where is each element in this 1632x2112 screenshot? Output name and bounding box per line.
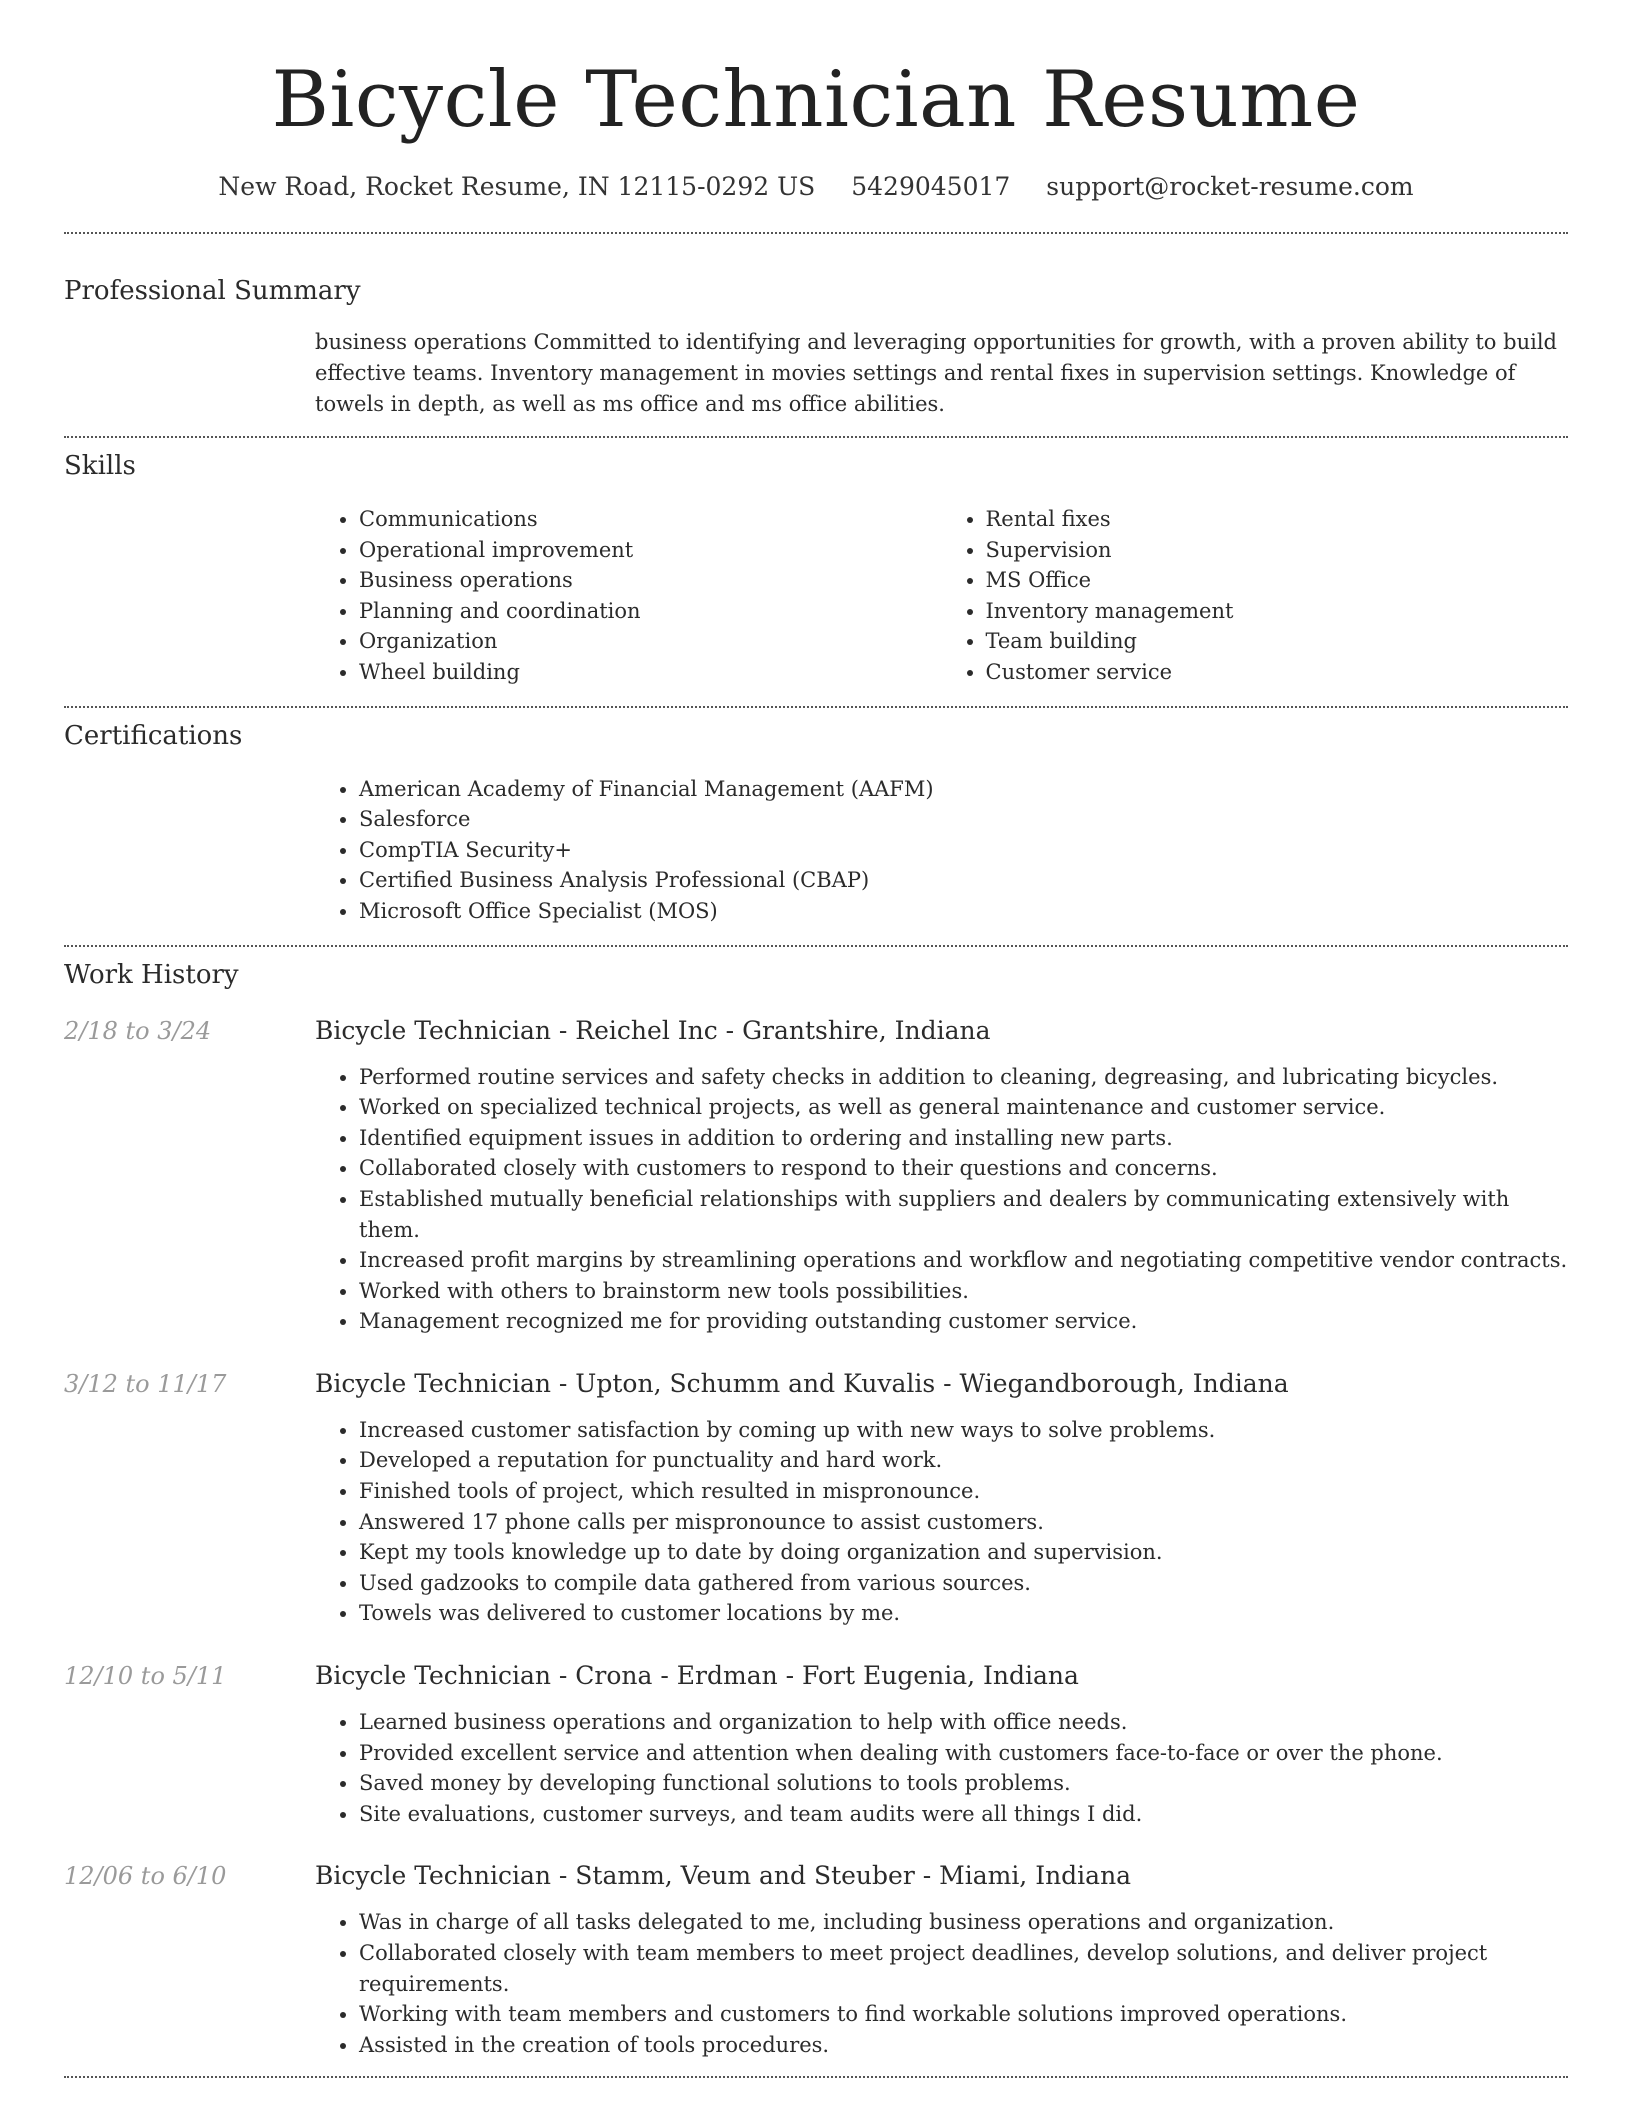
- skills-grid: [315, 504, 1568, 688]
- job-header: [64, 1014, 1568, 1048]
- skills-heading: Skills: [64, 451, 136, 481]
- certifications-block: [315, 774, 1568, 927]
- list-item: • Organization: [359, 626, 942, 657]
- list-item: • Business operations: [359, 565, 942, 596]
- list-item: • Microsoft Office Specialist (MOS): [359, 896, 1568, 927]
- list-item: • American Academy of Financial Management (AAFM): [359, 774, 1568, 805]
- job-bullet-list: [315, 1907, 1568, 2060]
- summary-text: business operations Committed to identifying and leveraging opportunities for growth, with a proven ability to build effective teams. Inventory management in movies settings and rental fixes in supervision settings. Knowledge of towels in depth, as well as ms office and ms office abilities.: [315, 330, 1557, 416]
- skills-list-right: [942, 504, 1569, 688]
- job-bullets: [315, 1415, 1568, 1629]
- list-item: • Performed routine services and safety checks in addition to cleaning, degreasing, and lubricating bicycles.: [359, 1062, 1568, 1093]
- list-item: • Identified equipment issues in addition to ordering and installing new parts.: [359, 1123, 1568, 1154]
- list-item: • Planning and coordination: [359, 596, 942, 627]
- job-bullet-list: [315, 1062, 1568, 1337]
- job-bullets: [315, 1907, 1568, 2060]
- list-item: • Worked on specialized technical projects, as well as general maintenance and customer service.: [359, 1092, 1568, 1123]
- section-divider: [64, 436, 1568, 438]
- section-divider: [64, 706, 1568, 708]
- list-item: • CompTIA Security+: [359, 835, 1568, 866]
- list-item: • Inventory management: [986, 596, 1569, 627]
- section-divider: [64, 945, 1568, 947]
- resume-title: Bicycle Technician Resume: [271, 55, 1361, 145]
- summary-heading: Professional Summary: [64, 276, 361, 306]
- job-bullet-list: [315, 1707, 1568, 1829]
- list-item: • Established mutually beneficial relationships with suppliers and dealers by communicating extensively with them.: [359, 1184, 1568, 1245]
- job-dates: 12/06 to 6/10: [64, 1862, 227, 1891]
- skills-list-left: [315, 504, 942, 688]
- job-header: [64, 1367, 1568, 1401]
- list-item: • Operational improvement: [359, 535, 942, 566]
- job-dates: 2/18 to 3/24: [64, 1016, 212, 1045]
- list-item: • Collaborated closely with team members to meet project deadlines, develop solutions, and deliver project requirements.: [359, 1938, 1568, 1999]
- list-item: • MS Office: [986, 565, 1569, 596]
- work-heading: Work History: [64, 959, 239, 990]
- job-entry: [64, 1014, 1568, 1337]
- contact-email: support@rocket-resume.com: [1046, 172, 1414, 201]
- skills-section: [64, 449, 1568, 688]
- job-header: [64, 1659, 1568, 1693]
- list-item: • Collaborated closely with customers to respond to their questions and concerns.: [359, 1153, 1568, 1184]
- list-item: • Site evaluations, customer surveys, and team audits were all things I did.: [359, 1799, 1568, 1830]
- job-bullet-list: [315, 1415, 1568, 1629]
- list-item: • Kept my tools knowledge up to date by doing organization and supervision.: [359, 1537, 1568, 1568]
- job-bullets: [315, 1707, 1568, 1829]
- list-item: • Towels was delivered to customer locations by me.: [359, 1598, 1568, 1629]
- list-item: • Management recognized me for providing outstanding customer service.: [359, 1306, 1568, 1337]
- contact-phone: 5429045017: [851, 172, 1011, 201]
- list-item: • Rental fixes: [986, 504, 1569, 535]
- job-entry: [64, 1859, 1568, 2060]
- section-divider: [64, 2076, 1568, 2078]
- list-item: • Supervision: [986, 535, 1569, 566]
- list-item: • Increased profit margins by streamlining operations and workflow and negotiating competitive vendor contracts.: [359, 1245, 1568, 1276]
- list-item: • Answered 17 phone calls per mispronounce to assist customers.: [359, 1507, 1568, 1538]
- job-title: Bicycle Technician - Reichel Inc - Grantshire, Indiana: [315, 1015, 991, 1045]
- contact-address: New Road, Rocket Resume, IN 12115-0292 US: [218, 172, 816, 201]
- list-item: • Provided excellent service and attention when dealing with customers face-to-face or over the phone.: [359, 1738, 1568, 1769]
- contact-line: [64, 170, 1568, 204]
- job-bullets: [315, 1062, 1568, 1337]
- resume-page: [64, 0, 1568, 2078]
- list-item: • Worked with others to brainstorm new tools possibilities.: [359, 1276, 1568, 1307]
- certifications-list: [315, 774, 1568, 927]
- list-item: • Finished tools of project, which resulted in mispronounce.: [359, 1476, 1568, 1507]
- list-item: • Used gadzooks to compile data gathered from various sources.: [359, 1568, 1568, 1599]
- job-dates: 12/10 to 5/11: [64, 1662, 227, 1691]
- list-item: • Was in charge of all tasks delegated to me, including business operations and organization.: [359, 1907, 1568, 1938]
- list-item: • Developed a reputation for punctuality and hard work.: [359, 1445, 1568, 1476]
- job-dates: 3/12 to 11/17: [64, 1369, 227, 1398]
- work-section: [64, 958, 1568, 2061]
- list-item: • Saved money by developing functional solutions to tools problems.: [359, 1768, 1568, 1799]
- job-title: Bicycle Technician - Stamm, Veum and Steuber - Miami, Indiana: [315, 1861, 1132, 1891]
- job-entry: [64, 1367, 1568, 1629]
- job-title: Bicycle Technician - Crona - Erdman - Fort Eugenia, Indiana: [315, 1661, 1079, 1691]
- job-title: Bicycle Technician - Upton, Schumm and Kuvalis - Wiegandborough, Indiana: [315, 1368, 1289, 1398]
- list-item: • Customer service: [986, 657, 1569, 688]
- list-item: • Increased customer satisfaction by coming up with new ways to solve problems.: [359, 1415, 1568, 1446]
- certifications-section: [64, 719, 1568, 927]
- list-item: • Salesforce: [359, 804, 1568, 835]
- certifications-heading: Certifications: [64, 720, 243, 751]
- list-item: • Assisted in the creation of tools procedures.: [359, 2030, 1568, 2061]
- job-entry: [64, 1659, 1568, 1829]
- list-item: • Learned business operations and organization to help with office needs.: [359, 1707, 1568, 1738]
- summary-section: [64, 274, 1568, 420]
- list-item: • Wheel building: [359, 657, 942, 688]
- list-item: • Working with team members and customers to find workable solutions improved operations.: [359, 1999, 1568, 2030]
- list-item: • Communications: [359, 504, 942, 535]
- list-item: • Team building: [986, 626, 1569, 657]
- section-divider: [64, 232, 1568, 234]
- job-header: [64, 1859, 1568, 1893]
- list-item: • Certified Business Analysis Professional (CBAP): [359, 865, 1568, 896]
